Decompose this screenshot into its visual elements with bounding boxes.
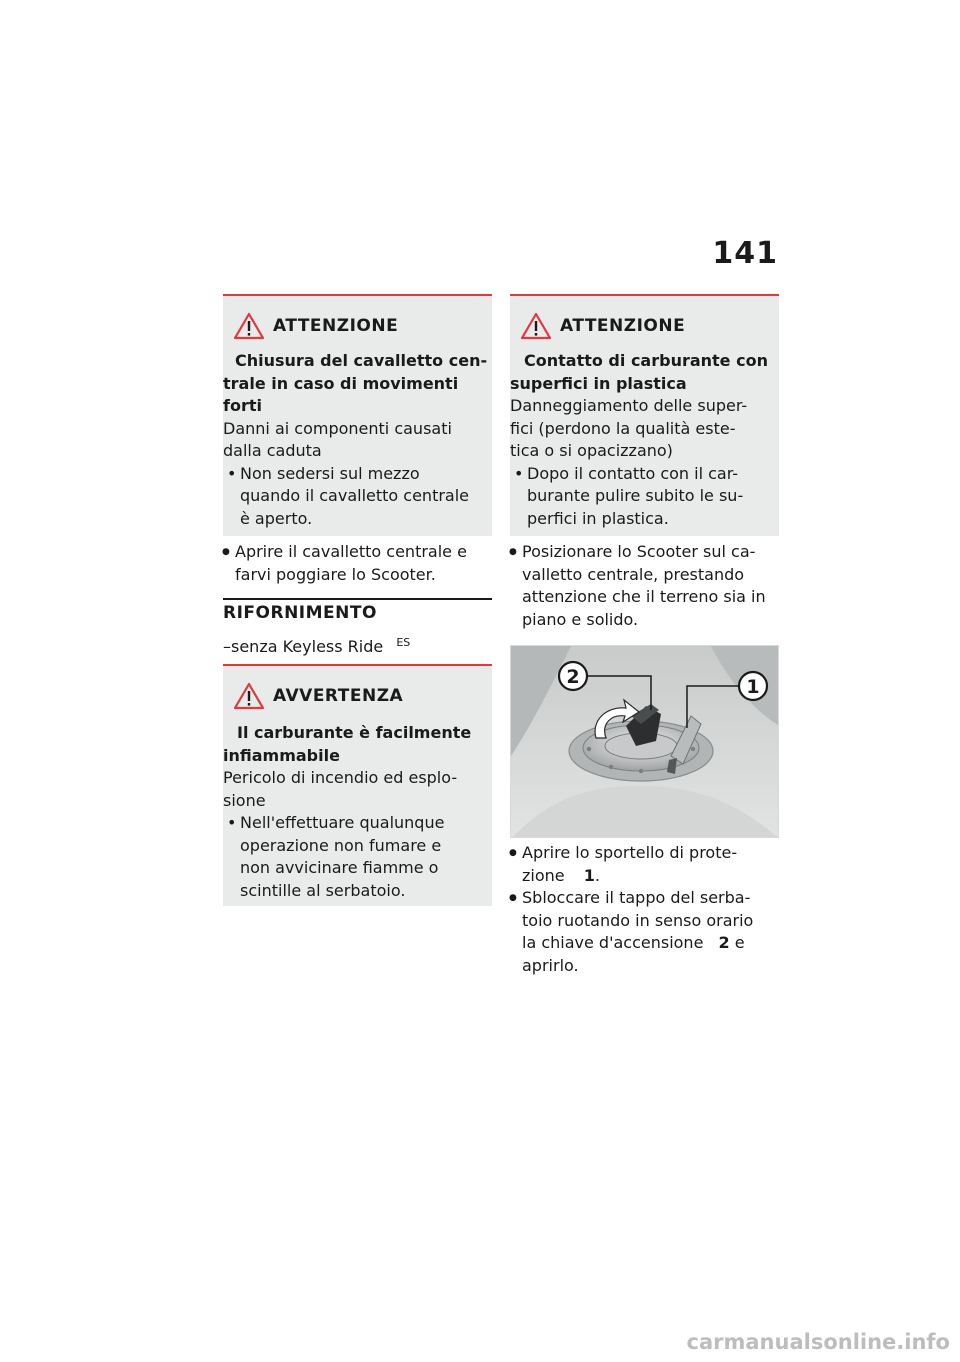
step-item: farvi poggiare lo Scooter. bbox=[235, 564, 436, 584]
figure-reference: 1 bbox=[583, 865, 595, 885]
warning-item: • Dopo il contatto con il car- bbox=[510, 463, 779, 486]
warning-box-plastic-surfaces bbox=[510, 294, 779, 536]
step-list bbox=[510, 842, 779, 977]
step-item: ● Aprire il cavalletto centrale e bbox=[223, 541, 492, 564]
warning-box-central-stand bbox=[223, 294, 492, 536]
warning-heading: trale in caso di movimenti bbox=[223, 373, 459, 393]
warning-heading: infiammabile bbox=[223, 745, 340, 765]
section-divider bbox=[223, 598, 492, 600]
warning-description: dalla caduta bbox=[223, 441, 322, 460]
section-title: RIFORNIMENTO bbox=[223, 603, 377, 623]
warning-triangle-icon bbox=[233, 682, 265, 710]
subtitle-text: –senza Keyless Ride bbox=[223, 637, 384, 656]
warning-box-fuel-flammable bbox=[223, 664, 492, 906]
callout-2-label: 2 bbox=[566, 666, 580, 688]
fuel-filler-illustration bbox=[511, 646, 779, 838]
step-text: . bbox=[594, 865, 600, 885]
step-item: valletto centrale, prestando bbox=[522, 564, 745, 584]
step-item: ● Aprire lo sportello di prote- bbox=[510, 842, 779, 865]
step-item: aprirlo. bbox=[522, 955, 579, 975]
section-subtitle bbox=[223, 632, 492, 659]
warning-body bbox=[223, 350, 492, 530]
step-item: ● Sbloccare il tappo del serba- bbox=[510, 887, 779, 910]
step-list bbox=[223, 541, 492, 586]
step-list bbox=[510, 541, 779, 631]
warning-item: perfici in plastica. bbox=[527, 508, 669, 528]
warning-item: • Non sedersi sul mezzo bbox=[223, 463, 492, 486]
step-text: e bbox=[734, 933, 745, 952]
watermark: carmanualsonline.info bbox=[686, 1330, 950, 1354]
warning-title: ATTENZIONE bbox=[273, 316, 399, 336]
warning-item: scintille al serbatoio. bbox=[240, 880, 406, 900]
step-item: ● Posizionare lo Scooter sul ca- bbox=[510, 541, 779, 564]
warning-heading: Chiusura del cavalletto cen- bbox=[235, 351, 488, 370]
figure-reference: 2 bbox=[718, 933, 730, 952]
step-item bbox=[510, 865, 779, 888]
step-item: piano e solido. bbox=[522, 609, 639, 629]
warning-title: AVVERTENZA bbox=[273, 686, 404, 706]
warning-triangle-icon bbox=[233, 312, 265, 340]
warning-description: Danneggiamento delle super- bbox=[510, 396, 748, 415]
warning-description: tica o si opacizzano) bbox=[510, 441, 673, 460]
warning-heading: forti bbox=[223, 396, 262, 415]
warning-item: è aperto. bbox=[240, 508, 313, 528]
warning-title: ATTENZIONE bbox=[560, 316, 686, 336]
page-number: 141 bbox=[712, 236, 778, 271]
step-text: la chiave d'accensione bbox=[522, 933, 704, 952]
warning-heading: Il carburante è facilmente bbox=[237, 723, 472, 742]
fuel-filler-figure bbox=[510, 645, 779, 838]
warning-item: quando il cavalletto centrale bbox=[240, 486, 470, 505]
callout-1-label: 1 bbox=[746, 676, 760, 698]
warning-heading: Contatto di carburante con bbox=[524, 351, 768, 370]
warning-item: non avvicinare fiamme o bbox=[240, 858, 439, 877]
step-text: zione bbox=[522, 865, 565, 885]
warning-body bbox=[223, 722, 492, 902]
warning-description: Pericolo di incendio ed esplo- bbox=[223, 768, 458, 787]
warning-item: burante pulire subito le su- bbox=[527, 486, 744, 505]
step-item: attenzione che il terreno sia in bbox=[522, 587, 766, 606]
step-item: toio ruotando in senso orario bbox=[522, 910, 754, 930]
warning-description: fici (perdono la qualità este- bbox=[510, 418, 736, 438]
warning-triangle-icon bbox=[520, 312, 552, 340]
warning-item: • Nell'effettuare qualunque bbox=[223, 812, 492, 835]
subtitle-superscript: ES bbox=[396, 636, 411, 649]
warning-description: Danni ai componenti causati bbox=[223, 418, 452, 438]
warning-description: sione bbox=[223, 790, 266, 810]
warning-body bbox=[510, 350, 779, 530]
warning-item: operazione non fumare e bbox=[240, 835, 442, 855]
step-item bbox=[510, 932, 779, 955]
warning-heading: superfici in plastica bbox=[510, 373, 687, 393]
